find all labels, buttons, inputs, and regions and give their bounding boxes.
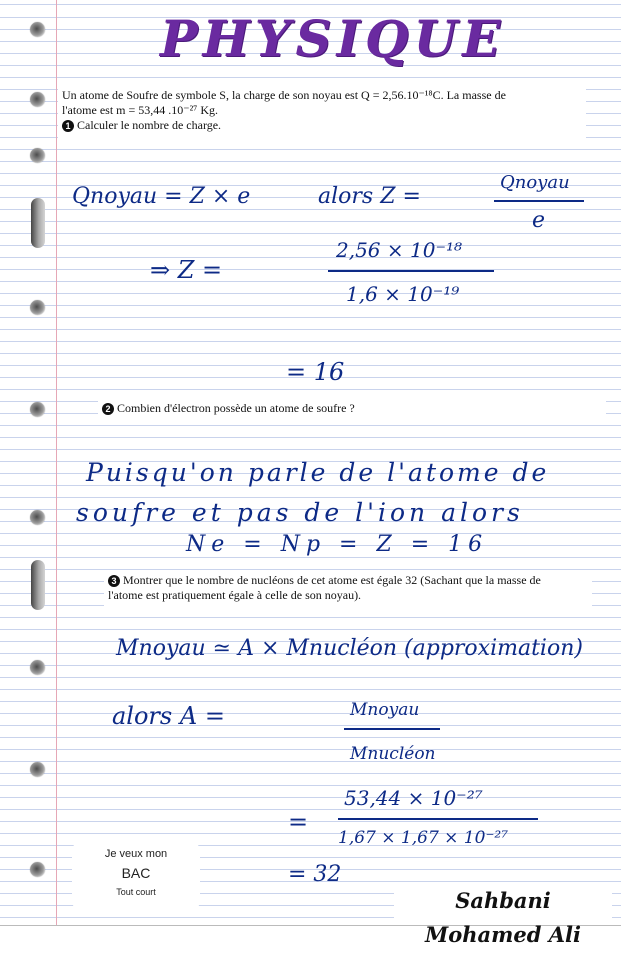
question-1-text: Calculer le nombre de charge.	[77, 118, 222, 132]
question-intro-line: Un atome de Soufre de symbole S, la charge de son noyau est Q = 2,56.10⁻¹⁸C. La masse de	[62, 88, 506, 102]
fraction-bar	[494, 200, 584, 202]
stamp-line: Tout court	[116, 887, 156, 897]
question-number-badge: 2	[102, 403, 114, 415]
question-3-text: Montrer que le nombre de nucléons de cet atome est égale 32 (Sachant que la masse de	[123, 573, 541, 587]
stamp-line: BAC	[121, 865, 151, 881]
question-3-line	[108, 573, 588, 588]
binder-hole	[30, 660, 45, 675]
answer-2-line-3: Ne = Np = Z = 16	[186, 532, 489, 557]
fraction-bar	[344, 728, 440, 730]
answer-3-alors: alors A =	[112, 702, 225, 730]
question-number-badge: 3	[108, 575, 120, 587]
fraction-denominator: e	[532, 208, 546, 233]
binder-hole	[30, 402, 45, 417]
question-2-text: Combien d'électron possède un atome de soufre ?	[117, 401, 355, 415]
binder-hole	[30, 862, 45, 877]
binder-slot	[31, 198, 45, 248]
answer-2-line-2: soufre et pas de l'ion alors	[76, 498, 524, 527]
binder-hole	[30, 22, 45, 37]
equation-charge: Qnoyau = Z × e	[72, 184, 251, 209]
fraction-bar	[338, 818, 538, 820]
answer-1-alors	[318, 184, 421, 209]
fraction-numerator: Mnoyau	[350, 700, 420, 720]
fraction-denominator: 1,67 × 1,67 × 10⁻²⁷	[338, 828, 509, 848]
question-1	[62, 118, 582, 133]
binder-hole	[30, 148, 45, 163]
answer-2-line-1: Puisqu'on parle de l'atome de	[86, 458, 550, 487]
stamp-line: Je veux mon	[104, 848, 168, 860]
binder-slot	[31, 560, 45, 610]
binder-hole	[30, 92, 45, 107]
question-number-badge: 1	[62, 120, 74, 132]
question-intro-line: l'atome est m = 53,44 .10⁻²⁷ Kg.	[62, 103, 219, 117]
binder-hole	[30, 762, 45, 777]
bac-stamp	[72, 838, 200, 914]
question-intro-box	[58, 86, 586, 144]
question-3-box	[104, 572, 592, 608]
answer-1-line-2: ⇒ Z =	[150, 256, 223, 284]
answer-3-eq: =	[288, 808, 309, 836]
answer-3-result: = 32	[288, 862, 342, 887]
fraction-numerator: 53,44 × 10⁻²⁷	[344, 786, 483, 810]
page-title: PHYSIQUE	[160, 9, 506, 68]
answer-1-result: = 16	[286, 358, 345, 386]
answer-3-line-1: Mnoyau ≃ A × Mnucléon (approximation)	[116, 636, 583, 661]
fraction-bar	[328, 270, 494, 272]
answer-1-line-1	[72, 184, 250, 209]
fraction-numerator: Qnoyau	[500, 172, 570, 193]
author-signature: Sahbani Mohamed Ali	[394, 884, 612, 918]
binder-hole	[30, 510, 45, 525]
question-2-box	[98, 400, 606, 422]
fraction-numerator: 2,56 × 10⁻¹⁸	[336, 238, 463, 262]
question-3-line: l'atome est pratiquement égale à celle de son noyau).	[108, 588, 362, 602]
fraction-denominator: Mnucléon	[350, 744, 436, 764]
answer-1-alors-text: alors Z =	[318, 184, 421, 209]
binder-hole	[30, 300, 45, 315]
fraction-denominator: 1,6 × 10⁻¹⁹	[346, 282, 460, 306]
